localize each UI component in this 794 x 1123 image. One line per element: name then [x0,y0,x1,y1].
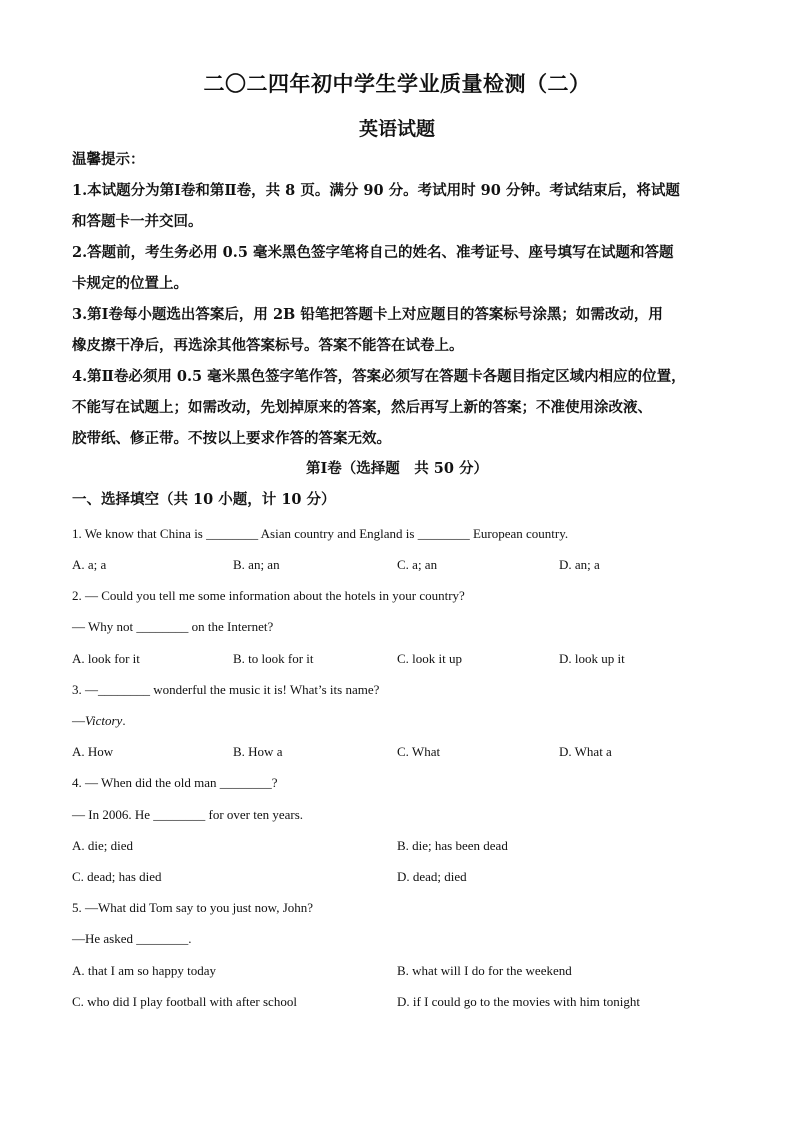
question-4-option-b: B. die; has been dead [397,838,508,853]
question-5-line-2: —He asked ________. [72,931,192,946]
question-1-stem: 1. We know that China is ________ Asian country and England is ________ European country. [72,526,569,541]
question-5-option-d: D. if I could go to the movies with him tonight [397,994,641,1009]
tips-line: 和答题卡一并交回。 [72,213,203,230]
tips-line: 橡皮擦干净后，再选涂其他答案标号。答案不能答在试卷上。 [72,337,464,354]
tips-line: 卡规定的位置上。 [72,275,188,292]
exam-title: 二〇二四年初中学生学业质量检测（二） [203,71,591,96]
question-3-option-d: D. What a [559,744,612,759]
tips-notes [72,175,724,454]
question-1-option-c: C. a; an [397,557,438,572]
question-3-option-a: A. How [72,744,114,759]
period: . [122,713,126,728]
question-4-line-1: 4. — When did the old man ________? [72,775,278,790]
question-4-line-2: — In 2006. He ________ for over ten years. [72,807,304,822]
question-3-line-1: 3. —________ wonderful the music it is! What’s its name? [72,682,380,697]
exam-subtitle: 英语试题 [358,118,435,140]
question-5-option-a: A. that I am so happy today [72,963,217,978]
question-3-line-2 [72,713,126,729]
question-4-option-c: C. dead; has died [72,869,162,884]
answer-italic: Victory [85,713,123,728]
part-heading: 一、选择填空（共 10 小题，计 10 分） [72,491,336,508]
question-2-line-2: — Why not ________ on the Internet? [72,619,274,634]
question-1-option-d: D. an; a [559,557,600,572]
tips-line: 2.答题前，考生务必用 0.5 毫米黑色签字笔将自己的姓名、准考证号、座号填写在试题和答题 [72,244,674,261]
tips-line: 不能写在试题上；如需改动，先划掉原来的答案，然后再写上新的答案；不准使用涂改液、 [72,399,652,416]
question-2-line-1: 2. — Could you tell me some information about the hotels in your country? [72,588,465,603]
tips-line: 3.第Ⅰ卷每小题选出答案后，用 2B 铅笔把答题卡上对应题目的答案标号涂黑；如需改动，用 [72,306,663,323]
question-5-option-c: C. who did I play football with after school [72,994,297,1009]
section-title: 第Ⅰ卷（选择题 共 50 分） [305,460,489,477]
question-5-option-b: B. what will I do for the weekend [397,963,572,978]
tips-line: 4.第Ⅱ卷必须用 0.5 毫米黑色签字笔作答，答案必须写在答题卡各题目指定区域内相应的位置， [72,368,686,385]
question-5-line-1: 5. —What did Tom say to you just now, John? [72,900,314,915]
question-2-option-a: A. look for it [72,651,140,666]
tips-line: 1.本试题分为第Ⅰ卷和第Ⅱ卷，共 8 页。满分 90 分。考试用时 90 分钟。考试结束后，将试题 [72,182,680,199]
dash: — [72,713,85,728]
question-3-option-b: B. How a [233,744,283,759]
question-1-option-b: B. an; an [233,557,280,572]
question-4-option-d: D. dead; died [397,869,467,884]
question-4-option-a: A. die; died [72,838,134,853]
tips-label: 温馨提示： [72,151,145,168]
tips-line: 胶带纸、修正带。不按以上要求作答的答案无效。 [72,430,391,447]
question-2-option-b: B. to look for it [233,651,314,666]
question-2-option-c: C. look it up [397,651,463,666]
question-1-option-a: A. a; a [72,557,107,572]
question-2-option-d: D. look up it [559,651,625,666]
question-3-option-c: C. What [397,744,441,759]
